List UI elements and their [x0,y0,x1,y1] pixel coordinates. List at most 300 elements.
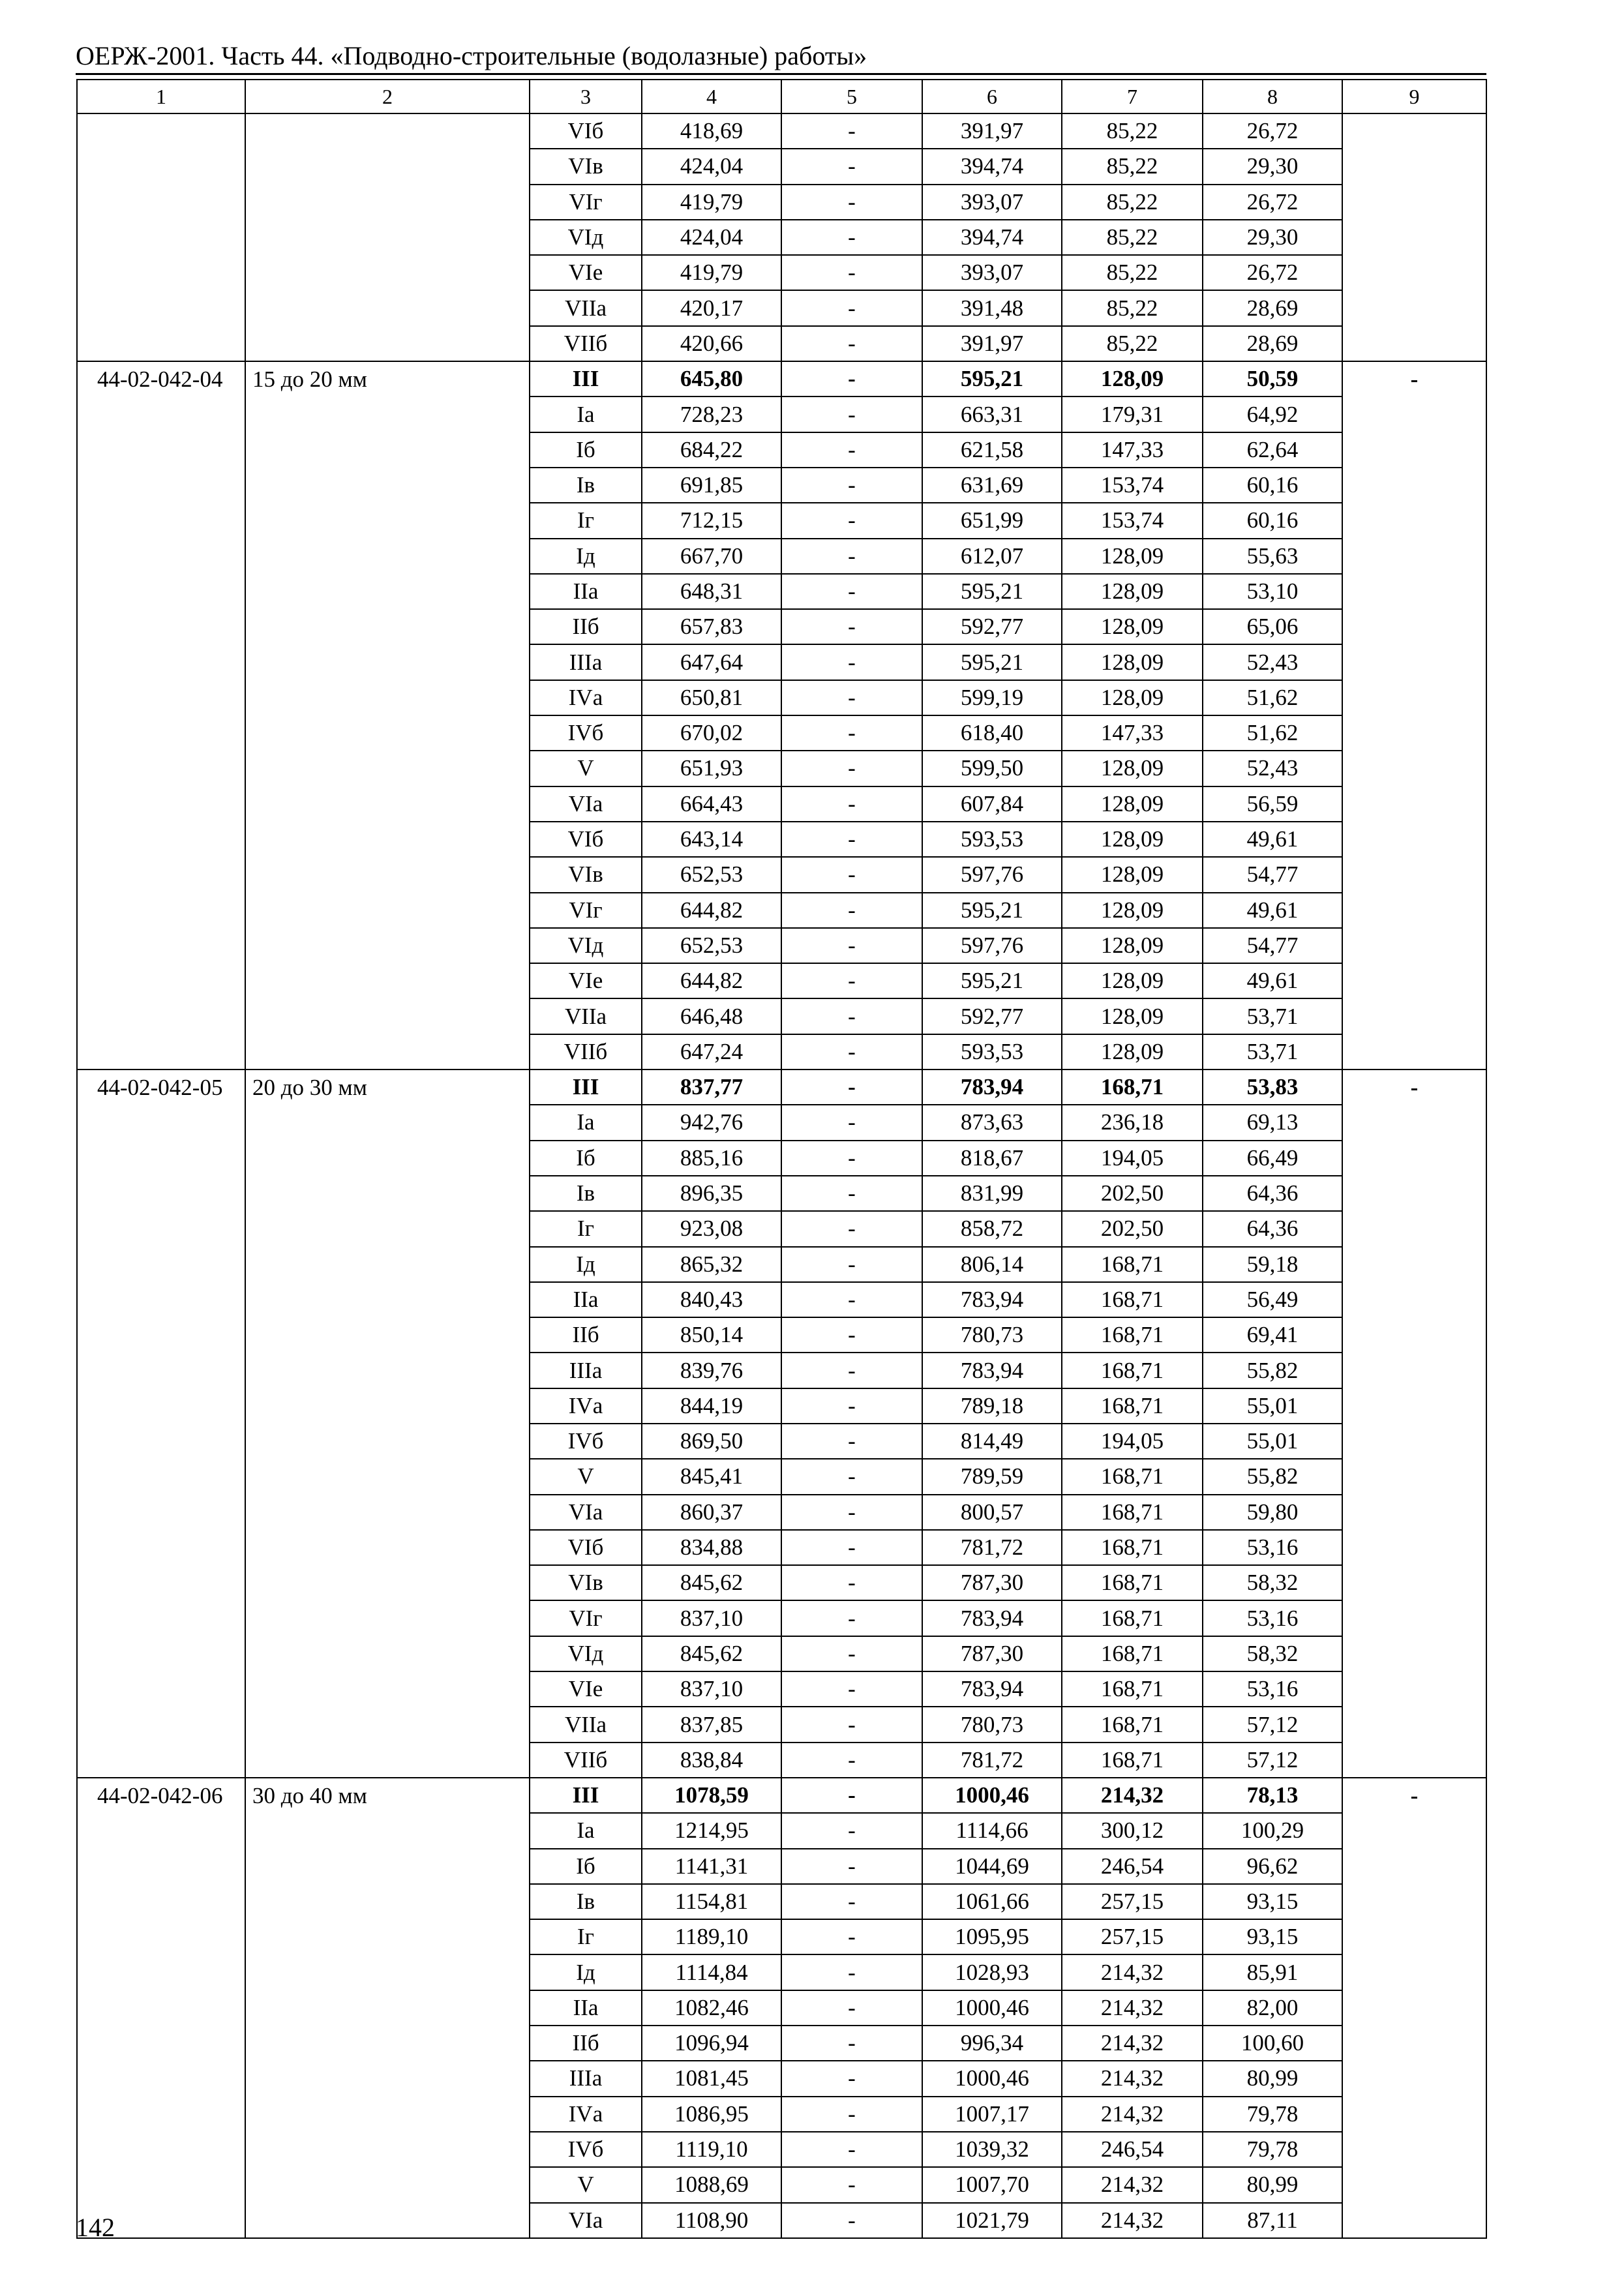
col6-cell: 1114,66 [922,1813,1062,1848]
zone-cell: IIб [530,609,642,644]
col9-cell [1342,680,1486,715]
table-row [77,893,1486,928]
col9-cell [1342,113,1486,149]
col7-cell: 128,09 [1062,644,1203,680]
table-row [77,715,1486,751]
table-row [77,786,1486,822]
col7-cell: 128,09 [1062,751,1203,786]
col7-cell: 214,32 [1062,2026,1203,2061]
description-cell [245,1954,530,1990]
col6-cell: 1021,79 [922,2203,1062,2238]
col6-cell: 818,67 [922,1141,1062,1176]
total-cost-cell: 845,62 [642,1636,781,1671]
total-cost-cell: 645,80 [642,361,781,396]
table-row [77,1141,1486,1176]
zone-cell: VIд [530,220,642,255]
col5-cell: - [781,2097,922,2132]
code-cell [77,1424,245,1459]
col5-cell: - [781,1778,922,1813]
zone-cell: IVа [530,680,642,715]
description-cell [245,893,530,928]
code-cell [77,1849,245,1884]
total-cost-cell: 420,66 [642,326,781,361]
code-cell [77,539,245,574]
col7-cell: 128,09 [1062,609,1203,644]
col6-cell: 618,40 [922,715,1062,751]
col8-cell: 51,62 [1203,680,1342,715]
total-cost-cell: 644,82 [642,893,781,928]
table-row [77,1176,1486,1211]
col8-cell: 78,13 [1203,1778,1342,1813]
description-cell [245,185,530,220]
col8-cell: 53,71 [1203,1034,1342,1070]
col8-cell: 80,99 [1203,2167,1342,2202]
col7-cell: 128,09 [1062,928,1203,963]
col6-cell: 783,94 [922,1070,1062,1105]
col6-cell: 597,76 [922,857,1062,892]
code-cell [77,609,245,644]
total-cost-cell: 418,69 [642,113,781,149]
col5-cell: - [781,1034,922,1070]
col8-cell: 26,72 [1203,113,1342,149]
zone-cell: Iа [530,1813,642,1848]
col8-cell: 57,12 [1203,1707,1342,1742]
col5-cell: - [781,1282,922,1317]
table-row [77,432,1486,468]
col8-cell: 58,32 [1203,1565,1342,1600]
total-cost-cell: 646,48 [642,998,781,1034]
col8-cell: 60,16 [1203,503,1342,538]
col6-cell: 780,73 [922,1707,1062,1742]
col5-cell: - [781,1247,922,1282]
col8-cell: 55,82 [1203,1459,1342,1494]
zone-cell: VIб [530,822,642,857]
col8-cell: 85,91 [1203,1954,1342,1990]
col5-cell: - [781,1530,922,1565]
zone-cell: IIа [530,574,642,609]
col5-cell: - [781,396,922,432]
col8-cell: 96,62 [1203,1849,1342,1884]
col6-cell: 391,97 [922,326,1062,361]
code-cell [77,1919,245,1954]
description-cell [245,1530,530,1565]
table-row [77,1424,1486,1459]
total-cost-cell: 650,81 [642,680,781,715]
table-row [77,2026,1486,2061]
description-cell [245,574,530,609]
table-row [77,185,1486,220]
total-cost-cell: 652,53 [642,857,781,892]
col9-cell [1342,2203,1486,2238]
col7-cell: 153,74 [1062,503,1203,538]
total-cost-cell: 1214,95 [642,1813,781,1848]
col9-cell [1342,1211,1486,1246]
col7-cell: 128,09 [1062,361,1203,396]
total-cost-cell: 896,35 [642,1176,781,1211]
total-cost-cell: 424,04 [642,149,781,184]
col7-cell: 168,71 [1062,1671,1203,1707]
description-cell [245,1636,530,1671]
code-cell [77,574,245,609]
code-cell [77,1707,245,1742]
col6-cell: 1000,46 [922,1778,1062,1813]
table-row [77,1884,1486,1919]
col7-cell: 168,71 [1062,1743,1203,1778]
col5-cell: - [781,290,922,325]
col5-cell: - [781,574,922,609]
col6-cell: 391,97 [922,113,1062,149]
col6-cell: 663,31 [922,396,1062,432]
col6-cell: 1000,46 [922,1990,1062,2026]
column-number-row [77,80,1486,113]
code-cell [77,751,245,786]
col5-cell: - [781,1636,922,1671]
col9-cell [1342,1105,1486,1140]
zone-cell: VIг [530,185,642,220]
table-row [77,2203,1486,2238]
total-cost-cell: 684,22 [642,432,781,468]
table-row [77,644,1486,680]
description-cell [245,1849,530,1884]
col5-cell: - [781,822,922,857]
col7-cell: 202,50 [1062,1176,1203,1211]
col5-cell: - [781,751,922,786]
col8-cell: 80,99 [1203,2061,1342,2096]
total-cost-cell: 419,79 [642,255,781,290]
description-cell [245,1565,530,1600]
description-cell [245,2061,530,2096]
col9-cell [1342,963,1486,998]
col9-cell [1342,1743,1486,1778]
table-row [77,1070,1486,1105]
code-cell [77,1459,245,1494]
code-cell [77,255,245,290]
col5-cell: - [781,1884,922,1919]
table-row [77,1778,1486,1813]
col9-cell: - [1342,361,1486,396]
description-cell [245,1743,530,1778]
code-cell [77,468,245,503]
col7-cell: 168,71 [1062,1247,1203,1282]
col8-cell: 53,16 [1203,1530,1342,1565]
col6-cell: 612,07 [922,539,1062,574]
table-row [77,326,1486,361]
col7-cell: 214,32 [1062,2167,1203,2202]
total-cost-cell: 1088,69 [642,2167,781,2202]
column-number: 7 [1062,80,1203,113]
col8-cell: 49,61 [1203,822,1342,857]
total-cost-cell: 837,10 [642,1600,781,1636]
zone-cell: Iд [530,1954,642,1990]
column-number: 8 [1203,80,1342,113]
col7-cell: 214,32 [1062,2097,1203,2132]
col7-cell: 246,54 [1062,2132,1203,2167]
col5-cell: - [781,185,922,220]
zone-cell: VIIб [530,1034,642,1070]
zone-cell: III [530,1778,642,1813]
col8-cell: 69,41 [1203,1317,1342,1353]
total-cost-cell: 845,62 [642,1565,781,1600]
col7-cell: 128,09 [1062,786,1203,822]
total-cost-cell: 1114,84 [642,1954,781,1990]
col5-cell: - [781,432,922,468]
col7-cell: 179,31 [1062,396,1203,432]
total-cost-cell: 837,77 [642,1070,781,1105]
table-row [77,1247,1486,1282]
col5-cell: - [781,1849,922,1884]
col7-cell: 85,22 [1062,149,1203,184]
col9-cell [1342,290,1486,325]
table-row [77,396,1486,432]
zone-cell: VIIб [530,326,642,361]
total-cost-cell: 712,15 [642,503,781,538]
zone-cell: Iд [530,539,642,574]
table-row [77,1990,1486,2026]
col9-cell [1342,998,1486,1034]
zone-cell: VIа [530,2203,642,2238]
col6-cell: 599,19 [922,680,1062,715]
col7-cell: 214,32 [1062,2203,1203,2238]
total-cost-cell: 850,14 [642,1317,781,1353]
col5-cell: - [781,1743,922,1778]
col7-cell: 128,09 [1062,539,1203,574]
col9-cell [1342,326,1486,361]
table-row [77,503,1486,538]
col5-cell: - [781,928,922,963]
code-cell [77,1743,245,1778]
table-row [77,1600,1486,1636]
total-cost-cell: 647,24 [642,1034,781,1070]
col6-cell: 783,94 [922,1282,1062,1317]
total-cost-cell: 1154,81 [642,1884,781,1919]
description-cell [245,715,530,751]
col6-cell: 783,94 [922,1671,1062,1707]
description-cell [245,255,530,290]
col7-cell: 257,15 [1062,1919,1203,1954]
col5-cell: - [781,893,922,928]
description-cell [245,503,530,538]
total-cost-cell: 942,76 [642,1105,781,1140]
col8-cell: 82,00 [1203,1990,1342,2026]
table-row [77,751,1486,786]
table-row [77,2167,1486,2202]
zone-cell: VIIа [530,290,642,325]
total-cost-cell: 670,02 [642,715,781,751]
col5-cell: - [781,1141,922,1176]
col8-cell: 52,43 [1203,751,1342,786]
code-cell [77,998,245,1034]
code-cell [77,857,245,892]
code-cell [77,1034,245,1070]
total-cost-cell: 424,04 [642,220,781,255]
table-row [77,857,1486,892]
code-cell [77,644,245,680]
col9-cell: - [1342,1070,1486,1105]
col6-cell: 592,77 [922,998,1062,1034]
col6-cell: 814,49 [922,1424,1062,1459]
column-number: 2 [245,80,530,113]
col8-cell: 28,69 [1203,290,1342,325]
col6-cell: 1039,32 [922,2132,1062,2167]
total-cost-cell: 1189,10 [642,1919,781,1954]
col5-cell: - [781,609,922,644]
zone-cell: Iв [530,468,642,503]
col5-cell: - [781,1424,922,1459]
code-cell [77,1247,245,1282]
total-cost-cell: 657,83 [642,609,781,644]
col9-cell [1342,822,1486,857]
col5-cell: - [781,1600,922,1636]
code-cell [77,1176,245,1211]
col5-cell: - [781,2167,922,2202]
total-cost-cell: 860,37 [642,1495,781,1530]
col6-cell: 783,94 [922,1600,1062,1636]
col8-cell: 53,16 [1203,1600,1342,1636]
col5-cell: - [781,1317,922,1353]
table-row [77,1671,1486,1707]
col7-cell: 147,33 [1062,432,1203,468]
code-cell [77,1495,245,1530]
col7-cell: 128,09 [1062,963,1203,998]
col8-cell: 49,61 [1203,963,1342,998]
col6-cell: 651,99 [922,503,1062,538]
col7-cell: 214,32 [1062,2061,1203,2096]
col5-cell: - [781,468,922,503]
col6-cell: 806,14 [922,1247,1062,1282]
col7-cell: 85,22 [1062,220,1203,255]
col7-cell: 128,09 [1062,893,1203,928]
col8-cell: 64,36 [1203,1176,1342,1211]
col9-cell [1342,255,1486,290]
col7-cell: 168,71 [1062,1565,1203,1600]
table-row [77,220,1486,255]
zone-cell: VIб [530,1530,642,1565]
column-number: 4 [642,80,781,113]
col5-cell: - [781,1070,922,1105]
col5-cell: - [781,1495,922,1530]
col6-cell: 1007,17 [922,2097,1062,2132]
col8-cell: 50,59 [1203,361,1342,396]
col6-cell: 621,58 [922,432,1062,468]
col5-cell: - [781,326,922,361]
table-row [77,149,1486,184]
total-cost-cell: 728,23 [642,396,781,432]
description-cell [245,1211,530,1246]
page-header: ОЕРЖ-2001. Часть 44. «Подводно-строительные (водолазные) работы» [76,41,867,70]
col8-cell: 53,10 [1203,574,1342,609]
description-cell [245,1495,530,1530]
col9-cell [1342,2132,1486,2167]
description-cell [245,326,530,361]
col9-cell [1342,1813,1486,1848]
col7-cell: 194,05 [1062,1424,1203,1459]
col8-cell: 87,11 [1203,2203,1342,2238]
table-row [77,609,1486,644]
total-cost-cell: 664,43 [642,786,781,822]
description-cell: 30 до 40 мм [245,1778,530,1813]
total-cost-cell: 837,85 [642,1707,781,1742]
col9-cell [1342,539,1486,574]
table-row [77,539,1486,574]
col6-cell: 393,07 [922,185,1062,220]
col5-cell: - [781,644,922,680]
description-cell [245,1141,530,1176]
code-cell [77,1954,245,1990]
description-cell [245,1353,530,1388]
col8-cell: 56,49 [1203,1282,1342,1317]
col7-cell: 202,50 [1062,1211,1203,1246]
zone-cell: IIа [530,1282,642,1317]
table-row [77,1954,1486,1990]
col7-cell: 85,22 [1062,255,1203,290]
description-cell [245,609,530,644]
col7-cell: 168,71 [1062,1636,1203,1671]
code-cell [77,1282,245,1317]
col8-cell: 79,78 [1203,2132,1342,2167]
col9-cell [1342,751,1486,786]
col8-cell: 93,15 [1203,1919,1342,1954]
description-cell [245,1990,530,2026]
table-row [77,1636,1486,1671]
col8-cell: 56,59 [1203,786,1342,822]
table-row [77,1565,1486,1600]
description-cell [245,1317,530,1353]
zone-cell: VIг [530,893,642,928]
description-cell [245,396,530,432]
col6-cell: 831,99 [922,1176,1062,1211]
column-number: 9 [1342,80,1486,113]
description-cell [245,786,530,822]
col6-cell: 593,53 [922,822,1062,857]
description-cell: 20 до 30 мм [245,1070,530,1105]
zone-cell: Iг [530,503,642,538]
table-row [77,1388,1486,1424]
col9-cell [1342,1317,1486,1353]
description-cell [245,1813,530,1848]
col6-cell: 1095,95 [922,1919,1062,1954]
code-cell [77,963,245,998]
total-cost-cell: 419,79 [642,185,781,220]
table-row [77,468,1486,503]
description-cell: 15 до 20 мм [245,361,530,396]
total-cost-cell: 652,53 [642,928,781,963]
table-row [77,1849,1486,1884]
code-cell [77,113,245,149]
col5-cell: - [781,1813,922,1848]
code-cell [77,432,245,468]
description-cell [245,2167,530,2202]
col8-cell: 60,16 [1203,468,1342,503]
table-row [77,574,1486,609]
col6-cell: 780,73 [922,1317,1062,1353]
table-row [77,2097,1486,2132]
zone-cell: VIIа [530,1707,642,1742]
description-cell [245,2132,530,2167]
zone-cell: VIд [530,1636,642,1671]
code-cell [77,680,245,715]
table-row [77,1211,1486,1246]
total-cost-cell: 844,19 [642,1388,781,1424]
col5-cell: - [781,1176,922,1211]
col9-cell [1342,1353,1486,1388]
col8-cell: 58,32 [1203,1636,1342,1671]
col5-cell: - [781,1565,922,1600]
description-cell [245,1176,530,1211]
description-cell [245,220,530,255]
col8-cell: 59,80 [1203,1495,1342,1530]
description-cell [245,290,530,325]
total-cost-cell: 837,10 [642,1671,781,1707]
